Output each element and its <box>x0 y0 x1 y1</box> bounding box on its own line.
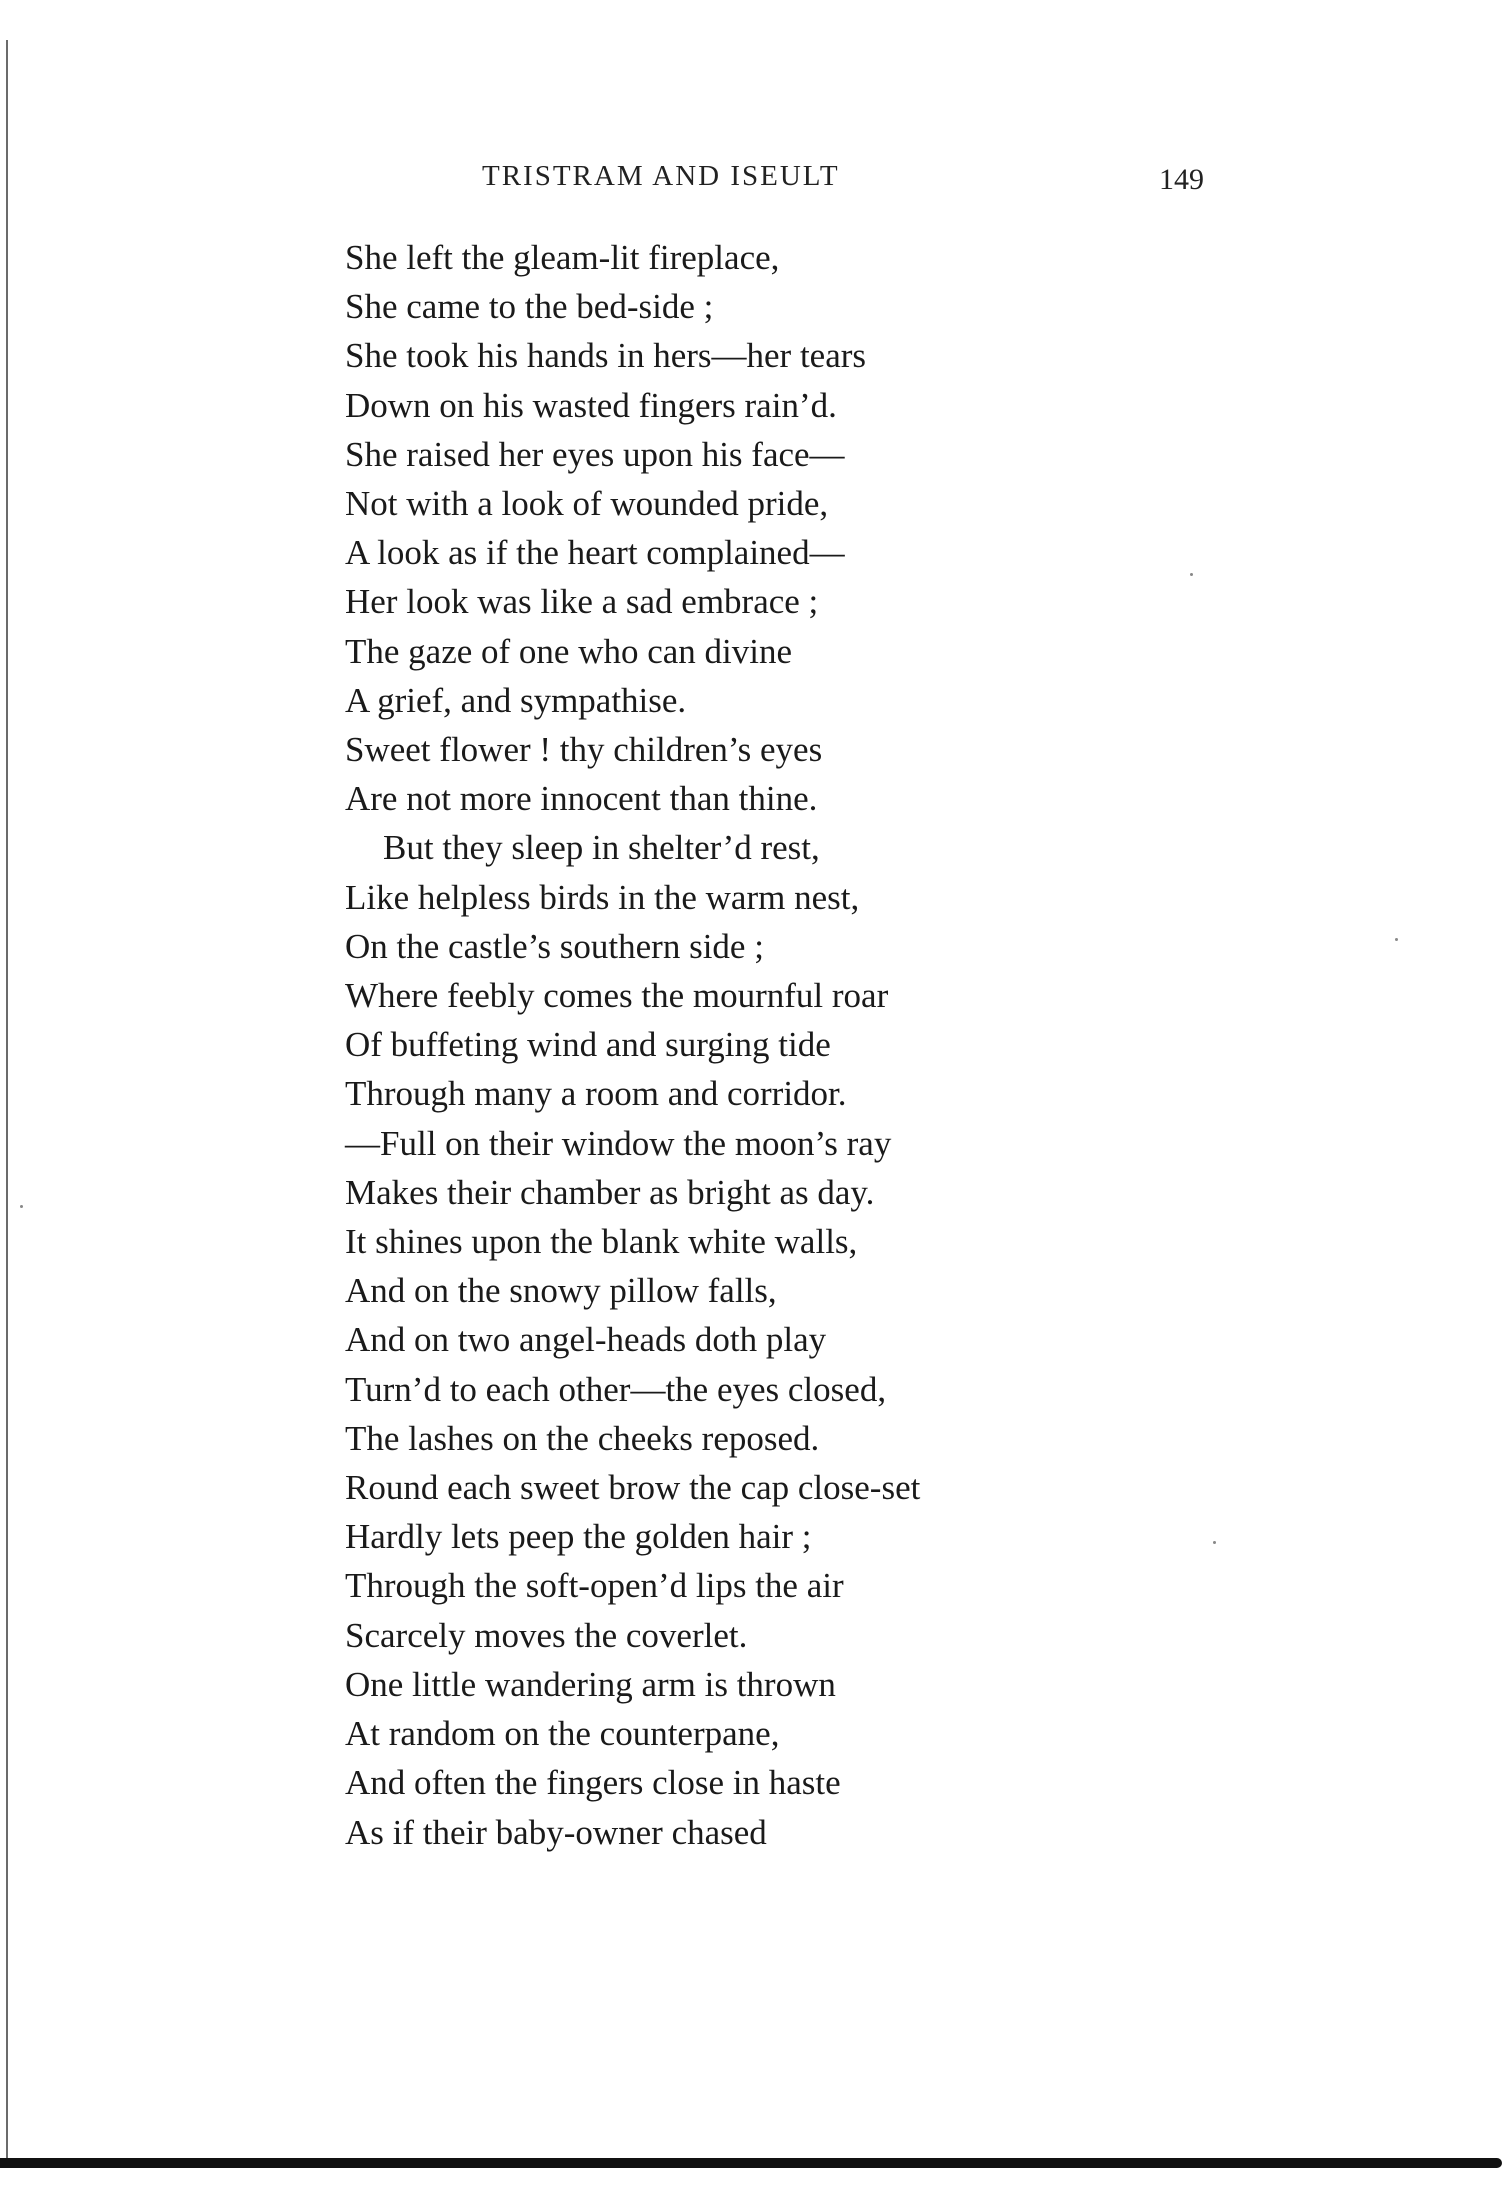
poem-line-indented: But they sleep in shelter’d rest, <box>383 828 820 868</box>
scan-speck <box>20 1205 23 1208</box>
poem-line: Her look was like a sad embrace ; <box>345 582 819 622</box>
page-number: 149 <box>1159 163 1204 196</box>
poem-line: Not with a look of wounded pride, <box>345 484 829 524</box>
poem-line: One little wandering arm is thrown <box>345 1664 836 1704</box>
poem-line: Round each sweet brow the cap close-set <box>345 1468 921 1508</box>
poem-line: She raised her eyes upon his face— <box>345 434 845 474</box>
poem-line: The gaze of one who can divine <box>345 631 793 671</box>
poem-line: She left the gleam-lit fireplace, <box>345 238 780 277</box>
poem-line: And often the fingers close in haste <box>345 1763 841 1803</box>
scan-speck <box>1190 573 1193 576</box>
poem-line: On the castle’s southern side ; <box>345 926 764 966</box>
poem-line: She took his hands in hers—her tears <box>345 336 867 376</box>
poem-line: Are not more innocent than thine. <box>345 779 818 819</box>
poem-line: Through the soft-open’d lips the air <box>345 1566 844 1606</box>
poem-line: Through many a room and corridor. <box>345 1074 847 1114</box>
poem-line: Scarcely moves the coverlet. <box>345 1615 748 1655</box>
poem-line: A look as if the heart complained— <box>345 533 845 573</box>
scan-speck <box>1213 1541 1216 1544</box>
running-title: TRISTRAM AND ISEULT <box>482 160 840 192</box>
scan-speck <box>1395 938 1398 941</box>
poem-line: Where feebly comes the mournful roar <box>345 976 889 1016</box>
poem-line: And on the snowy pillow falls, <box>345 1271 777 1311</box>
poem-line: A grief, and sympathise. <box>345 680 687 720</box>
poem-line: She came to the bed-side ; <box>345 287 714 327</box>
poem-body <box>345 233 1205 1857</box>
poem-line: Like helpless birds in the warm nest, <box>345 877 860 917</box>
poem-line: It shines upon the blank white walls, <box>345 1222 858 1262</box>
poem-line: Turn’d to each other—the eyes closed, <box>345 1369 887 1409</box>
poem-line: —Full on their window the moon’s ray <box>345 1123 892 1163</box>
poem-line: Makes their chamber as bright as day. <box>345 1172 875 1212</box>
poem-line: Down on his wasted fingers rain’d. <box>345 385 837 425</box>
poem-line: And on two angel-heads doth play <box>345 1320 827 1360</box>
poem-line: Sweet flower ! thy children’s eyes <box>345 730 823 770</box>
page-left-edge <box>6 40 8 2160</box>
page-bottom-edge <box>0 2158 1502 2168</box>
poem-line: Of buffeting wind and surging tide <box>345 1025 831 1065</box>
poem-line: The lashes on the cheeks reposed. <box>345 1418 820 1458</box>
poem-line: At random on the counterpane, <box>345 1714 780 1754</box>
poem-line: Hardly lets peep the golden hair ; <box>345 1517 812 1557</box>
poem-line: As if their baby-owner chased <box>345 1812 767 1852</box>
